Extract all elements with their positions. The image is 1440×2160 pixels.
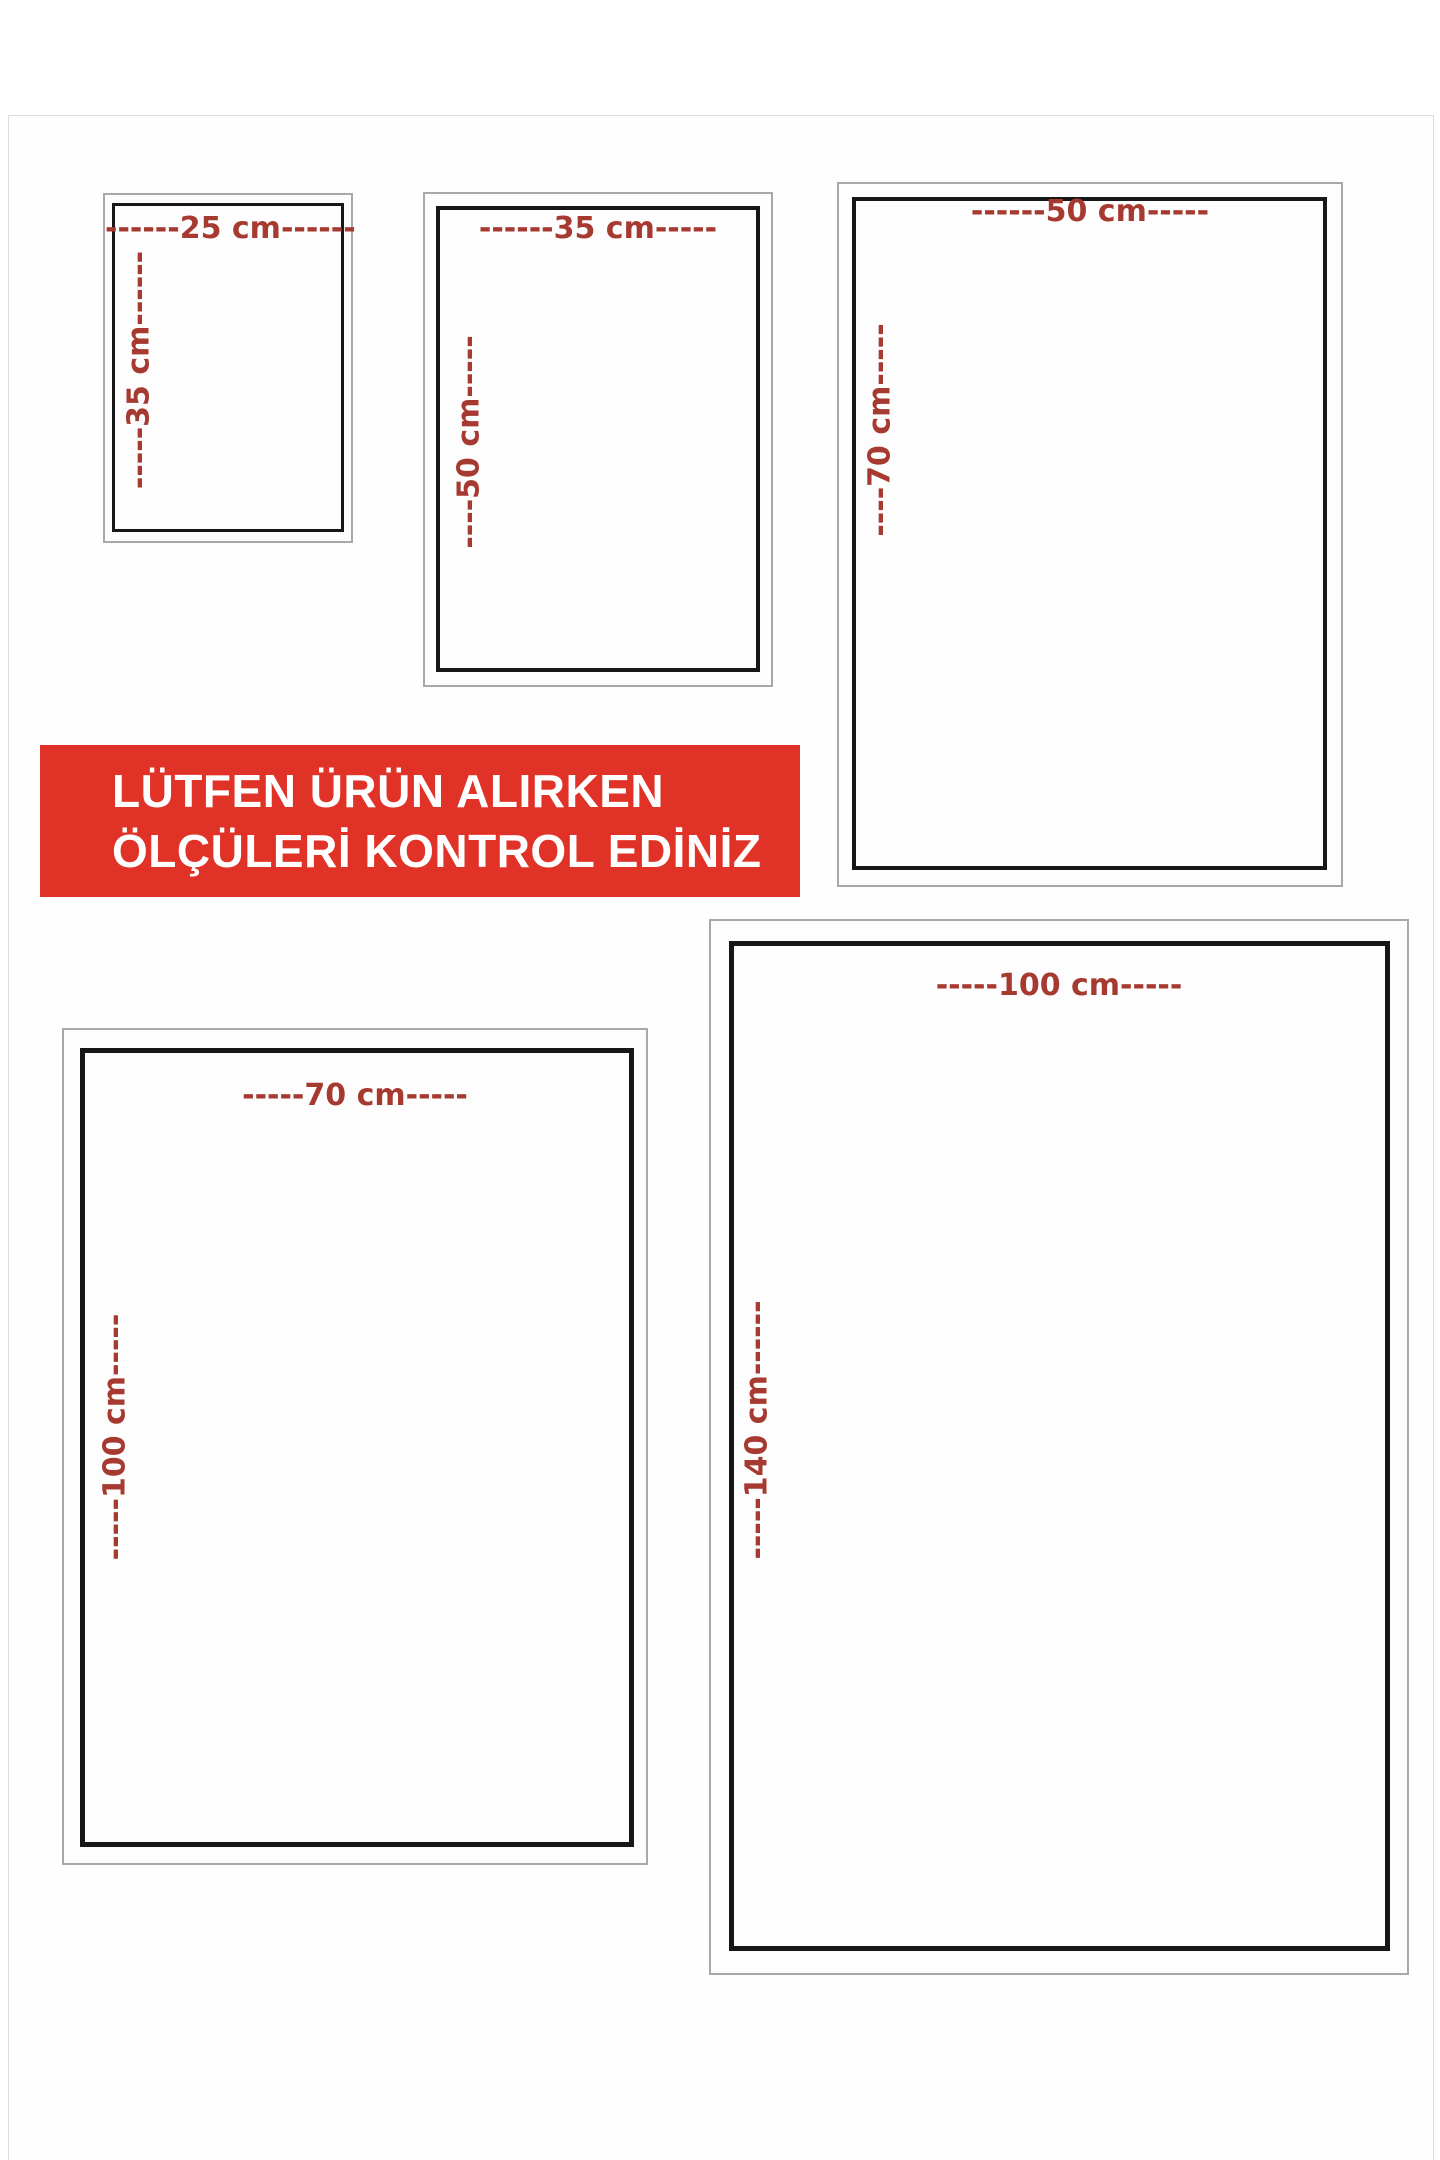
height-label-50cm: ----50 cm----- <box>451 335 487 549</box>
width-label-25cm: ------25 cm------ <box>105 211 356 246</box>
size-box-25x35 <box>103 193 356 543</box>
size-box-50x70 <box>837 182 1343 887</box>
warning-banner-line1: LÜTFEN ÜRÜN ALIRKEN <box>112 765 665 817</box>
width-label-100cm: -----100 cm----- <box>935 968 1183 1003</box>
size-box-50x70-frame <box>852 197 1327 870</box>
warning-banner-line2: ÖLÇÜLERİ KONTROL EDİNİZ <box>112 825 762 877</box>
width-label-70cm: -----70 cm----- <box>242 1078 468 1113</box>
height-label-70cm: ----70 cm----- <box>862 323 898 537</box>
height-label-35cm: -----35 cm------ <box>121 250 157 490</box>
height-label-100cm: -----100 cm----- <box>97 1313 133 1561</box>
height-label-140cm: -----140 cm------ <box>739 1300 775 1560</box>
size-box-100x140-frame <box>729 941 1390 1951</box>
width-label-50cm: ------50 cm----- <box>970 194 1210 229</box>
warning-banner <box>40 745 800 897</box>
width-label-35cm: ------35 cm----- <box>478 211 718 246</box>
size-box-100x140 <box>709 919 1409 1975</box>
size-box-70x100 <box>62 1028 648 1865</box>
size-box-35x50 <box>423 192 773 687</box>
size-box-70x100-frame <box>80 1048 634 1847</box>
